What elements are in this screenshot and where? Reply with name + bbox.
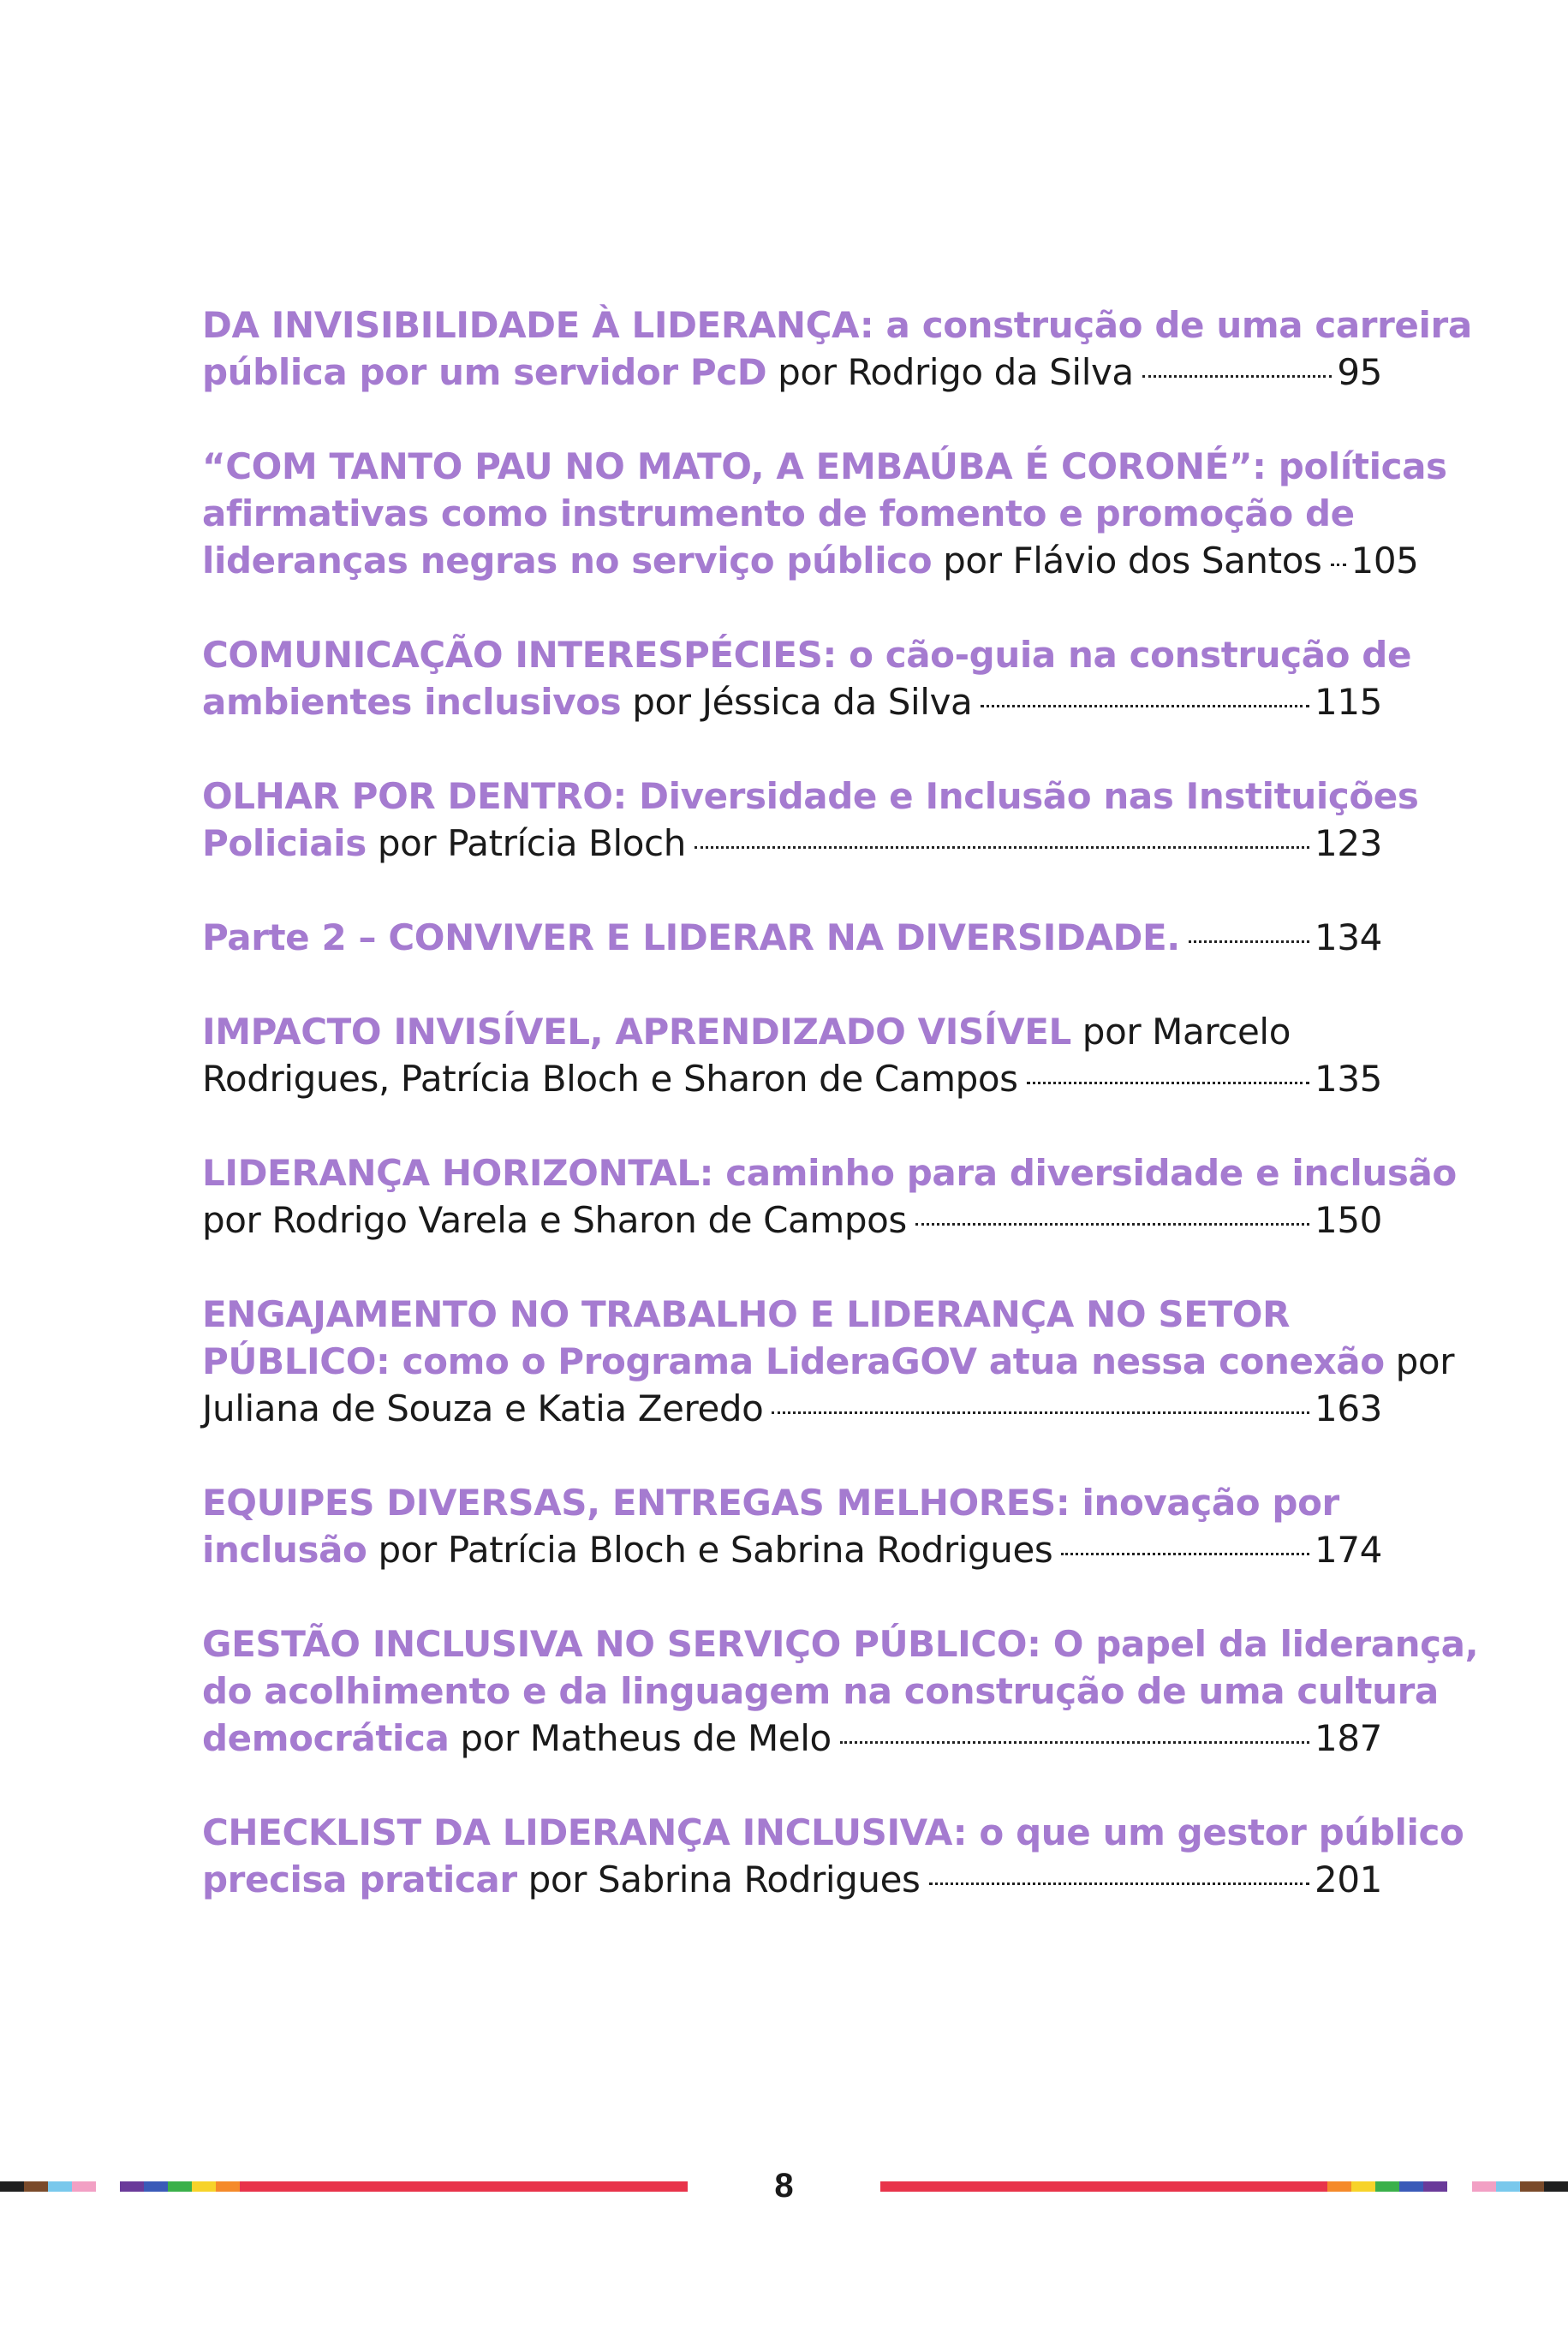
dot-leader (915, 1223, 1309, 1226)
toc-page-number: 163 (1315, 1387, 1382, 1429)
toc-title: GESTÃO INCLUSIVA NO SERVIÇO PÚBLICO: O papel da liderança, (202, 1623, 1479, 1665)
toc-author: por Patrícia Bloch e Sabrina Rodrigues (367, 1529, 1053, 1571)
toc-author: Rodrigues, Patrícia Bloch e Sharon de Campos (202, 1058, 1018, 1100)
table-of-contents (202, 301, 1479, 1950)
toc-line (202, 1668, 1439, 1715)
dot-leader (1142, 375, 1333, 378)
toc-entry[interactable] (202, 301, 1472, 396)
toc-title: EQUIPES DIVERSAS, ENTREGAS MELHORES: inovação por (202, 1482, 1339, 1524)
toc-line (202, 537, 1419, 584)
toc-page-number: 187 (1315, 1717, 1382, 1759)
toc-line (202, 631, 1412, 678)
toc-line-text (202, 914, 1180, 961)
toc-title: CHECKLIST DA LIDERANÇA INCLUSIVA: o que um gestor público (202, 1811, 1464, 1853)
toc-line-text (202, 537, 1322, 584)
toc-line (202, 1008, 1382, 1055)
toc-line (202, 1196, 1382, 1244)
dot-leader (1027, 1082, 1309, 1084)
toc-line (202, 443, 1447, 490)
toc-entry[interactable] (202, 1291, 1455, 1432)
toc-entry[interactable] (202, 1008, 1382, 1102)
toc-line-text (202, 1152, 1457, 1194)
toc-line-text (202, 304, 1472, 346)
toc-line (202, 678, 1382, 725)
toc-line-text (202, 1482, 1339, 1524)
toc-line-text (202, 775, 1418, 817)
toc-entry[interactable] (202, 1809, 1464, 1903)
toc-author: por Rodrigo da Silva (766, 351, 1134, 393)
stripe-dark-right (1544, 2181, 1568, 2192)
toc-line (202, 773, 1419, 820)
toc-line-text (202, 1293, 1290, 1335)
dot-leader (1331, 564, 1346, 566)
toc-title: lideranças negras no serviço público (202, 540, 933, 582)
toc-author: por Flávio dos Santos (932, 540, 1322, 582)
toc-title: ambientes inclusivos (202, 681, 622, 723)
toc-line-text (202, 820, 686, 867)
toc-entry[interactable] (202, 1149, 1457, 1244)
toc-author: por Marcelo (1070, 1011, 1291, 1053)
toc-page-number: 115 (1315, 681, 1382, 723)
toc-page-number: 201 (1315, 1859, 1382, 1900)
toc-entry[interactable] (202, 443, 1447, 584)
toc-line (202, 1149, 1457, 1196)
toc-page-number: 134 (1315, 916, 1382, 958)
toc-entry[interactable] (202, 773, 1419, 867)
dot-leader (695, 846, 1309, 849)
dot-leader (772, 1411, 1309, 1414)
toc-title: LIDERANÇA HORIZONTAL: caminho para diversidade e inclusão (202, 1152, 1457, 1194)
toc-line (202, 1715, 1382, 1762)
toc-line (202, 490, 1382, 537)
toc-entry[interactable] (202, 631, 1412, 725)
stripe-green-right (1375, 2181, 1399, 2192)
toc-title: inclusão (202, 1529, 367, 1571)
stripe-yellow-right (1351, 2181, 1375, 2192)
toc-title: ENGAJAMENTO NO TRABALHO E LIDERANÇA NO SETOR (202, 1293, 1291, 1335)
page-footer (0, 2167, 1568, 2235)
toc-title: Parte 2 – CONVIVER E LIDERAR NA DIVERSIDADE. (202, 916, 1180, 958)
toc-line (202, 1385, 1382, 1432)
dot-leader (1061, 1553, 1309, 1555)
toc-entry[interactable] (202, 914, 1382, 961)
toc-line (202, 1479, 1382, 1526)
toc-author: Juliana de Souza e Katia Zeredo (202, 1387, 764, 1429)
toc-page-number: 105 (1350, 540, 1419, 582)
toc-title: precisa praticar (202, 1859, 517, 1900)
toc-line-text (202, 1811, 1464, 1853)
dot-leader (929, 1882, 1310, 1885)
toc-page-number: 95 (1337, 351, 1382, 393)
toc-line (202, 1809, 1464, 1856)
toc-line (202, 1526, 1382, 1573)
toc-line-text (202, 1715, 832, 1762)
red-bar-right (880, 2181, 1327, 2192)
toc-line-text (202, 634, 1411, 676)
toc-line-text (202, 445, 1447, 487)
toc-page-number: 150 (1315, 1199, 1382, 1241)
toc-line-text (202, 1196, 907, 1244)
toc-author: por Matheus de Melo (449, 1717, 832, 1759)
toc-line-text (202, 1011, 1291, 1053)
toc-line-text (202, 678, 972, 725)
dot-leader (840, 1741, 1309, 1744)
toc-author: por Rodrigo Varela e Sharon de Campos (202, 1199, 907, 1241)
toc-line-text (202, 1385, 763, 1432)
toc-line (202, 1291, 1382, 1338)
toc-line-text (202, 1670, 1439, 1712)
stripe-purple-right (1423, 2181, 1447, 2192)
dot-leader (981, 705, 1309, 707)
toc-line (202, 349, 1382, 396)
toc-author: por Jéssica da Silva (621, 681, 973, 723)
toc-title: afirmativas como instrumento de fomento e promoção de (202, 492, 1355, 534)
page-number: 8 (774, 2167, 794, 2205)
toc-author: por (1384, 1340, 1455, 1382)
toc-entry[interactable] (202, 1620, 1479, 1762)
toc-line (202, 1055, 1382, 1102)
toc-author: por Patrícia Bloch (366, 822, 686, 864)
stripe-pink-right (1472, 2181, 1496, 2192)
toc-page-number: 135 (1315, 1058, 1382, 1100)
dot-leader (1189, 940, 1309, 943)
toc-title: Policiais (202, 822, 367, 864)
toc-title: “COM TANTO PAU NO MATO, A EMBAÚBA É CORONÉ”: políticas (202, 445, 1447, 487)
toc-title: pública por um servidor PcD (202, 351, 767, 393)
toc-title: IMPACTO INVISÍVEL, APRENDIZADO VISÍVEL (202, 1011, 1071, 1053)
toc-page-number: 174 (1315, 1529, 1382, 1571)
toc-line (202, 1620, 1479, 1668)
toc-title: COMUNICAÇÃO INTERESPÉCIES: o cão-guia na construção de (202, 634, 1412, 676)
stripe-brown-right (1520, 2181, 1544, 2192)
toc-title: democrática (202, 1717, 450, 1759)
stripe-blue-right (1399, 2181, 1423, 2192)
toc-title: PÚBLICO: como o Programa LideraGOV atua nessa conexão (202, 1340, 1385, 1382)
toc-line-text (202, 1856, 921, 1903)
toc-author: por Sabrina Rodrigues (516, 1859, 921, 1900)
toc-title: DA INVISIBILIDADE À LIDERANÇA: a construção de uma carreira (202, 304, 1472, 346)
toc-title: OLHAR POR DENTRO: Diversidade e Inclusão nas Instituições (202, 775, 1419, 817)
stripe-orange-right (1327, 2181, 1351, 2192)
toc-line (202, 301, 1472, 349)
toc-line (202, 820, 1382, 867)
toc-line-text (202, 349, 1134, 396)
toc-entry[interactable] (202, 1479, 1382, 1573)
stripe-lightblue-right (1496, 2181, 1520, 2192)
toc-line-text (202, 1055, 1018, 1102)
toc-title: do acolhimento e da linguagem na construção de uma cultura (202, 1670, 1439, 1712)
toc-line-text (202, 1623, 1478, 1665)
toc-line-text (202, 492, 1355, 534)
toc-line-text (202, 1526, 1052, 1573)
toc-line (202, 1338, 1455, 1385)
toc-page-number: 123 (1315, 822, 1382, 864)
toc-line-text (202, 1340, 1454, 1382)
toc-line (202, 914, 1382, 961)
toc-line (202, 1856, 1382, 1903)
